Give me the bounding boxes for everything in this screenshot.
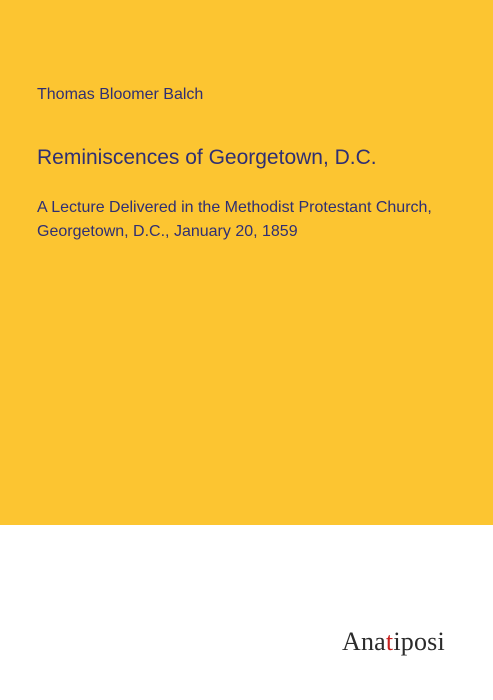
publisher-logo — [342, 627, 445, 657]
publisher-logo-part2: iposi — [393, 627, 445, 656]
publisher-logo-part1: Ana — [342, 627, 386, 656]
publisher-logo-accent: t — [385, 627, 394, 656]
book-subtitle: A Lecture Delivered in the Methodist Protestant Church, Georgetown, D.C., January 20, 1859 — [37, 199, 432, 240]
author-name: Thomas Bloomer Balch — [37, 86, 204, 103]
book-title: Reminiscences of Georgetown, D.C. — [37, 146, 377, 169]
